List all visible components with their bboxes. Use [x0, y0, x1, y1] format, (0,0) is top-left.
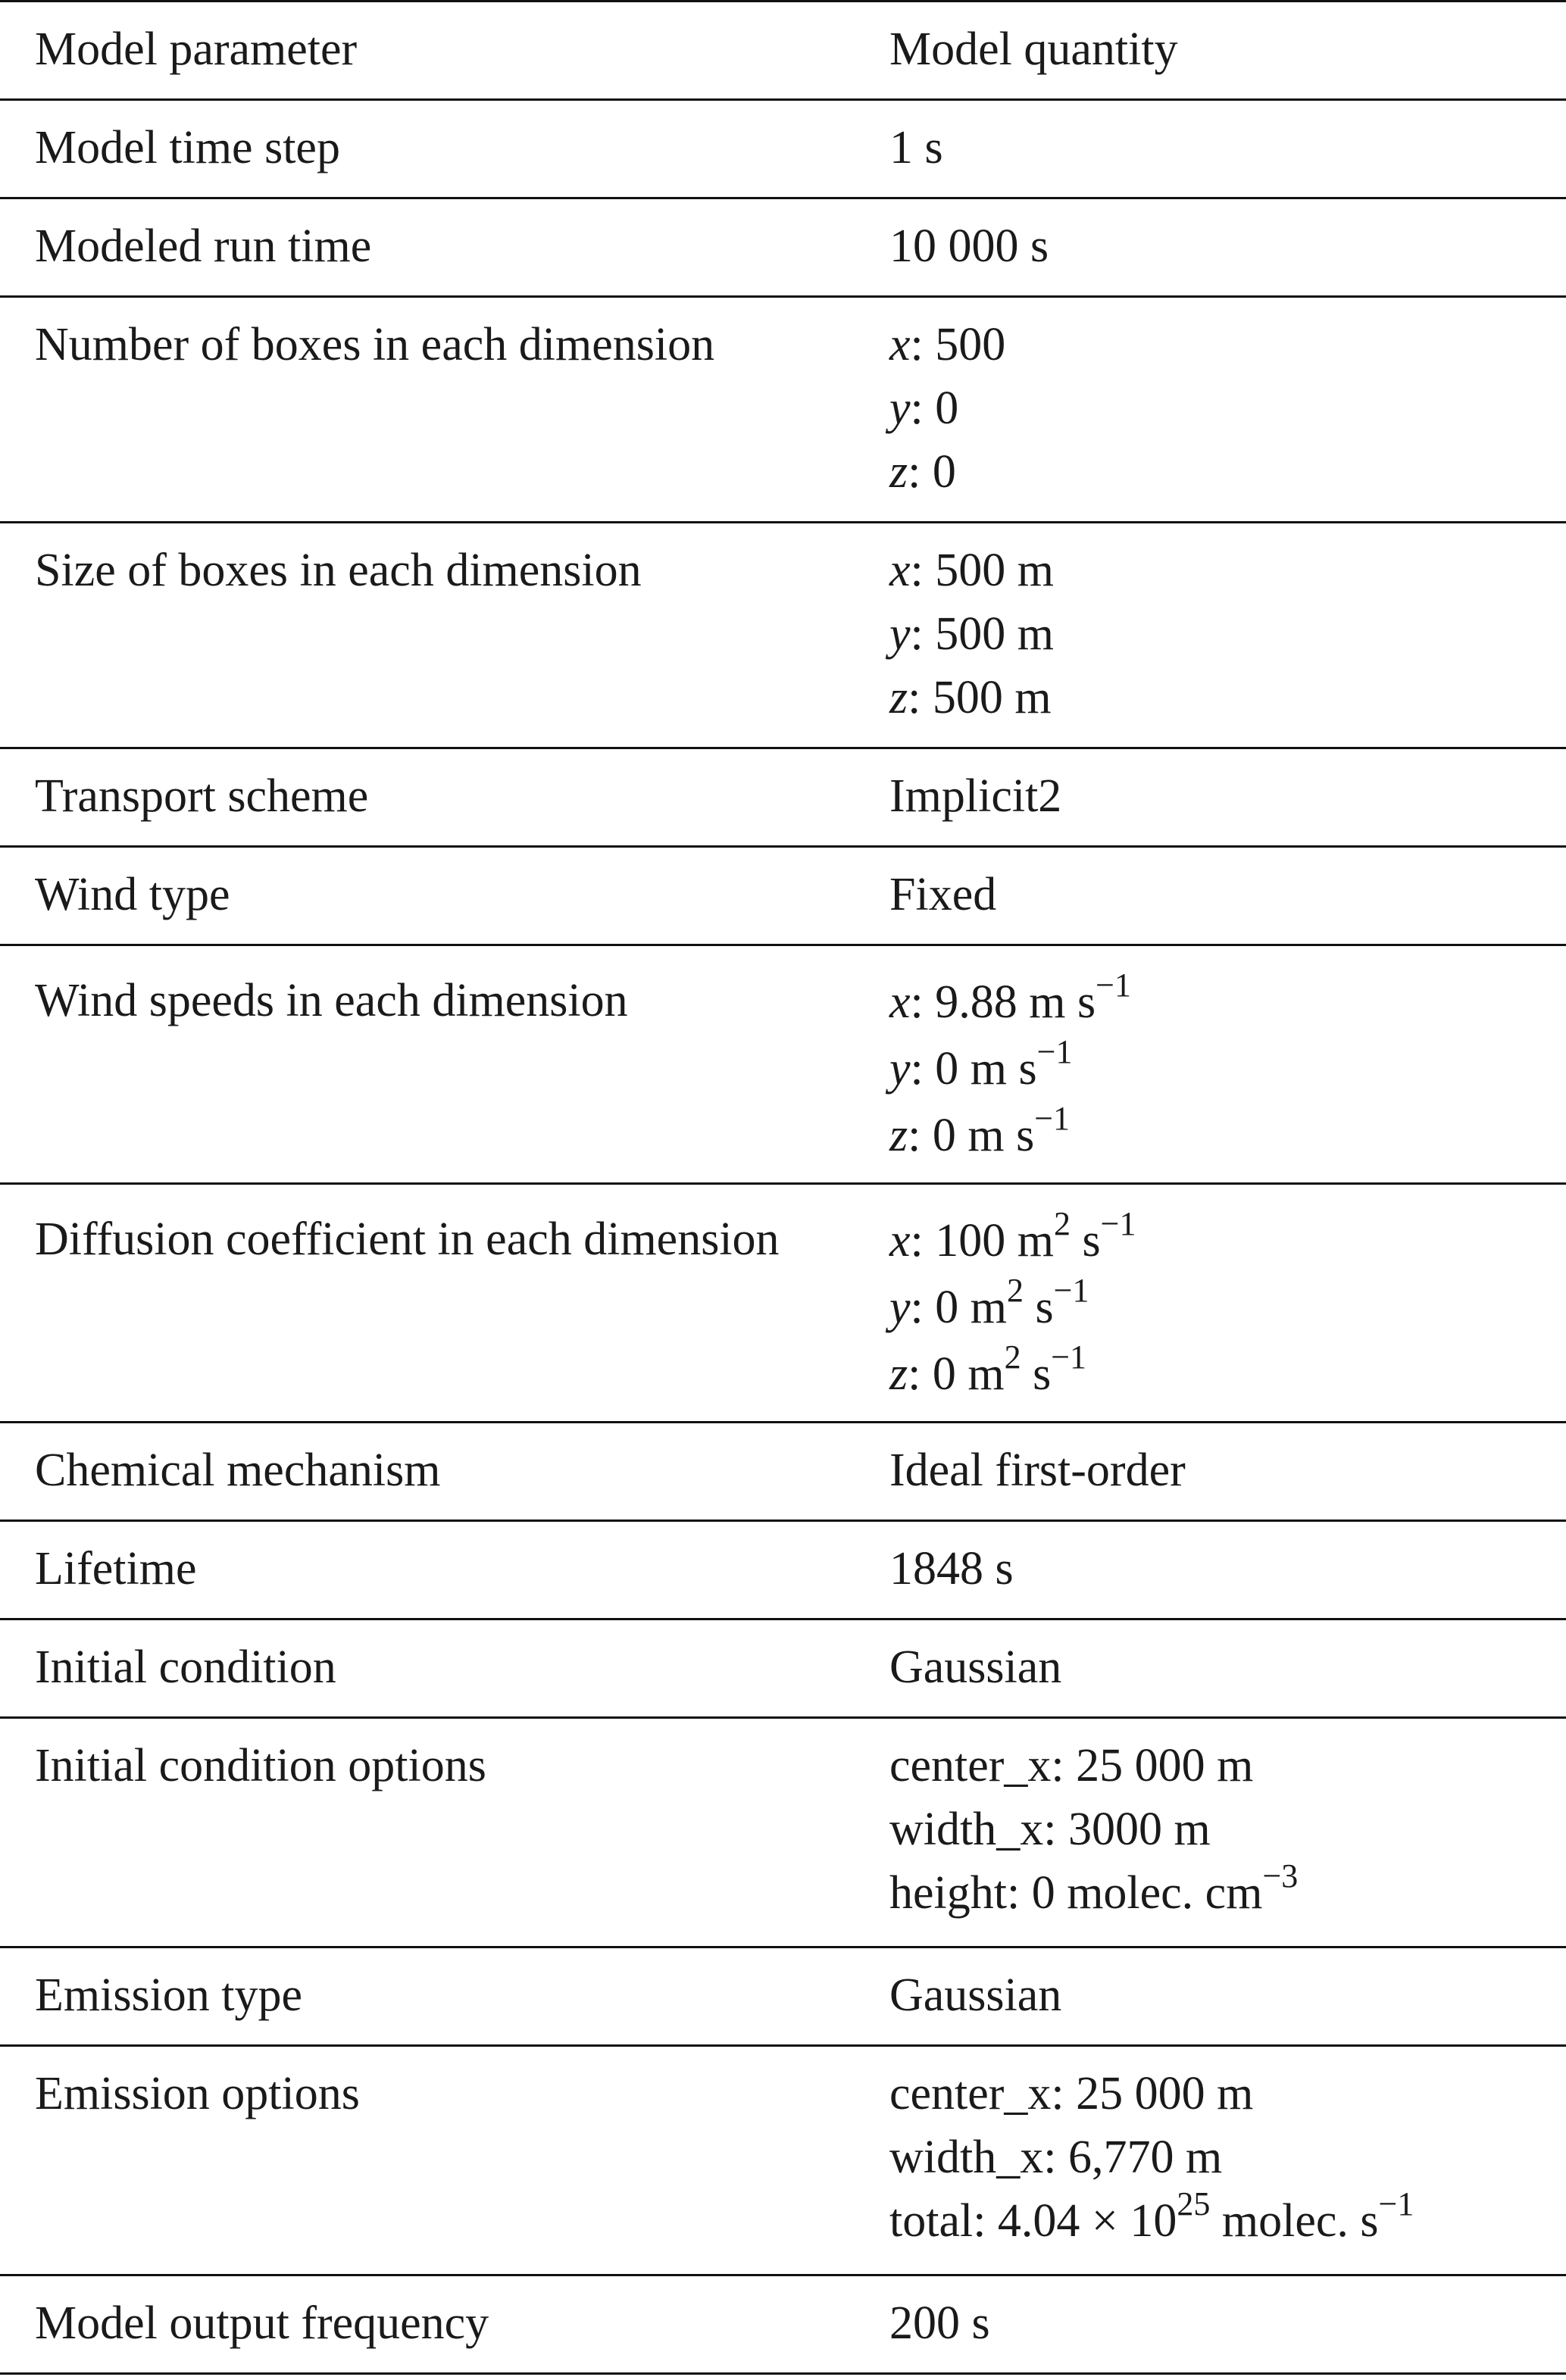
option-line: width_x: 6,770 m: [889, 2132, 1223, 2183]
table-row: [0, 749, 1566, 848]
exponent: 2: [1053, 1205, 1071, 1243]
table-row: [0, 523, 1566, 749]
param-label: Model time step: [35, 122, 340, 173]
exponent: −1: [1378, 2185, 1414, 2223]
value-x: : 100 m: [910, 1215, 1054, 1267]
table-row: [0, 2276, 1566, 2375]
axis-z: z: [889, 1110, 908, 1161]
param-label: Emission type: [35, 1969, 303, 2021]
unit-mid: molec. s: [1210, 2195, 1379, 2247]
param-value: 1 s: [889, 122, 943, 173]
exponent: −1: [1100, 1205, 1136, 1243]
header-model-parameter: Model parameter: [35, 23, 358, 75]
exponent: −1: [1036, 1033, 1073, 1071]
table-row: [0, 848, 1566, 946]
param-label: Wind type: [35, 869, 230, 920]
param-value: Gaussian: [889, 1969, 1062, 2021]
exponent: −3: [1262, 1857, 1299, 1895]
param-label: Initial condition options: [35, 1740, 486, 1791]
exponent: 2: [1004, 1338, 1021, 1376]
param-label: Emission options: [35, 2068, 360, 2119]
table-row: [0, 1948, 1566, 2047]
param-value: [889, 298, 1566, 521]
exponent: 25: [1177, 2185, 1211, 2223]
param-value: 200 s: [889, 2297, 990, 2349]
param-value: 10 000 s: [889, 220, 1049, 272]
param-value: 1848 s: [889, 1543, 1014, 1594]
table-header-row: [0, 2, 1566, 101]
value-y: : 0 m s: [910, 1043, 1037, 1095]
option-line: center_x: 25 000 m: [889, 2068, 1254, 2119]
value-z: : 500 m: [908, 672, 1052, 723]
param-value: Ideal first-order: [889, 1445, 1186, 1496]
exponent: −1: [1034, 1100, 1071, 1138]
header-model-quantity: Model quantity: [889, 23, 1178, 75]
table-row: [0, 946, 1566, 1185]
table-row: [0, 1719, 1566, 1948]
table-row: [0, 1185, 1566, 1423]
value-z: : 0 m: [908, 1348, 1005, 1400]
param-label: Modeled run time: [35, 220, 372, 272]
exponent: −1: [1053, 1272, 1089, 1310]
table-row: [0, 199, 1566, 298]
param-label: Model output frequency: [35, 2297, 489, 2349]
param-label: Wind speeds in each dimension: [35, 975, 628, 1026]
param-value: [889, 1185, 1566, 1421]
exponent: 2: [1006, 1272, 1024, 1310]
param-label: Initial condition: [35, 1641, 336, 1693]
unit-mid: s: [1070, 1215, 1101, 1267]
value-x: : 9.88 m s: [910, 976, 1096, 1028]
param-value: Fixed: [889, 869, 997, 920]
axis-x: x: [889, 976, 911, 1028]
param-value: [889, 946, 1566, 1182]
param-label: Transport scheme: [35, 770, 369, 822]
value-x: : 500 m: [910, 545, 1054, 596]
axis-y: y: [889, 1282, 911, 1333]
param-value: [889, 1719, 1566, 1946]
param-label: Chemical mechanism: [35, 1445, 441, 1496]
param-value: [889, 2047, 1566, 2274]
axis-z: z: [889, 1348, 908, 1400]
axis-y: y: [889, 608, 911, 660]
option-line: height: 0 molec. cm: [889, 1867, 1263, 1919]
param-label: Diffusion coefficient in each dimension: [35, 1213, 780, 1265]
table-row: [0, 2047, 1566, 2276]
value-z: : 0 m s: [908, 1110, 1035, 1161]
value-x: : 500: [910, 319, 1006, 370]
value-z: : 0: [908, 446, 956, 498]
param-value: Gaussian: [889, 1641, 1062, 1693]
exponent: −1: [1096, 967, 1131, 1004]
axis-x: x: [889, 1215, 911, 1267]
param-value: [889, 523, 1566, 747]
axis-x: x: [889, 545, 911, 596]
table-row: [0, 1423, 1566, 1522]
axis-z: z: [889, 672, 908, 723]
exponent: −1: [1051, 1338, 1087, 1376]
param-label: Number of boxes in each dimension: [35, 319, 715, 370]
option-line: width_x: 3000 m: [889, 1804, 1211, 1855]
axis-y: y: [889, 1043, 911, 1095]
value-y: : 0 m: [910, 1282, 1007, 1333]
axis-x: x: [889, 319, 911, 370]
option-line: center_x: 25 000 m: [889, 1740, 1254, 1791]
param-label: Size of boxes in each dimension: [35, 545, 642, 596]
unit-mid: s: [1023, 1282, 1054, 1333]
param-label: Lifetime: [35, 1543, 197, 1594]
param-value: Implicit2: [889, 770, 1062, 822]
axis-y: y: [889, 383, 911, 434]
table-row: [0, 1522, 1566, 1620]
table-row: [0, 1620, 1566, 1719]
table-row: [0, 298, 1566, 523]
option-line: total: 4.04 × 10: [889, 2195, 1177, 2247]
table-row: [0, 101, 1566, 199]
value-y: : 500 m: [910, 608, 1054, 660]
value-y: : 0: [910, 383, 959, 434]
unit-mid: s: [1021, 1348, 1052, 1400]
axis-z: z: [889, 446, 908, 498]
